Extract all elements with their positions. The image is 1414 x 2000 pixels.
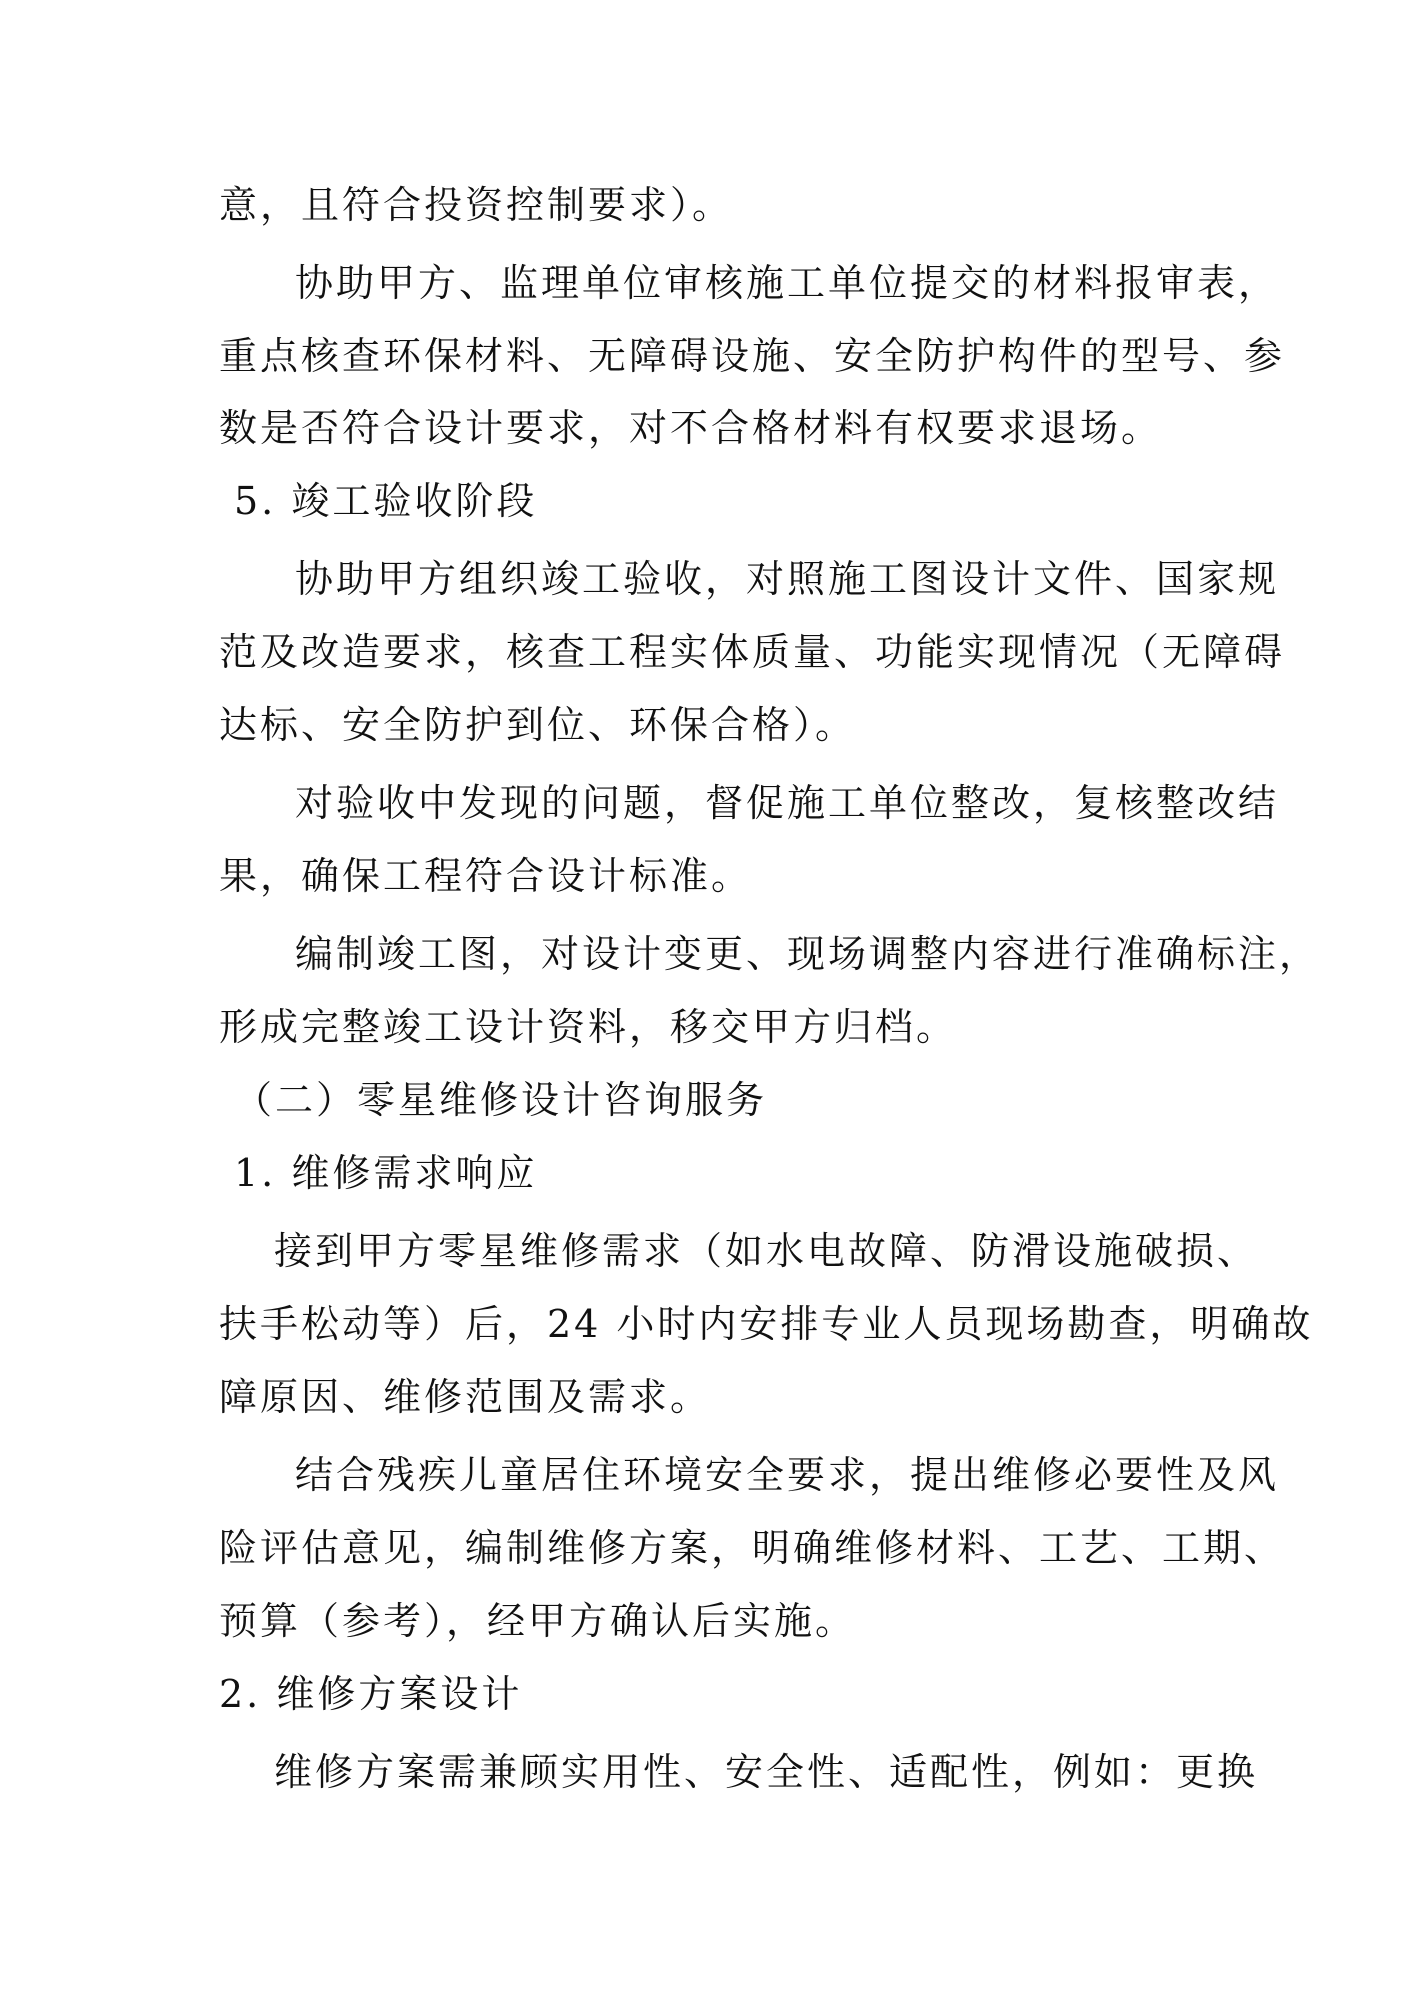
paragraph-line: 障原因、维修范围及需求。 — [219, 1375, 712, 1419]
paragraph-line: 范及改造要求，核查工程实体质量、功能实现情况（无障碍 — [219, 630, 1286, 674]
paragraph-line: 重点核查环保材料、无障碍设施、安全防护构件的型号、参 — [219, 334, 1286, 378]
paragraph-line: 险评估意见，编制维修方案，明确维修材料、工艺、工期、 — [219, 1526, 1286, 1570]
paragraph-line: 扶手松动等）后，24 小时内安排专业人员现场勘查，明确故 — [219, 1302, 1314, 1346]
section-heading: 1. 维修需求响应 — [234, 1151, 538, 1195]
paragraph-line: 形成完整竣工设计资料，移交甲方归档。 — [219, 1005, 958, 1049]
paragraph-line: 果，确保工程符合设计标准。 — [219, 854, 753, 898]
section-heading: （二）零星维修设计咨询服务 — [234, 1078, 768, 1122]
section-heading: 2. 维修方案设计 — [219, 1672, 523, 1716]
paragraph-line: 预算（参考），经甲方确认后实施。 — [219, 1599, 857, 1643]
paragraph-line: 数是否符合设计要求，对不合格材料有权要求退场。 — [219, 406, 1163, 450]
paragraph-line: 意，且符合投资控制要求）。 — [219, 183, 734, 227]
paragraph-line: 结合残疾儿童居住环境安全要求，提出维修必要性及风 — [295, 1453, 1280, 1497]
paragraph-line: 协助甲方组织竣工验收，对照施工图设计文件、国家规 — [295, 557, 1280, 601]
paragraph-line: 协助甲方、监理单位审核施工单位提交的材料报审表， — [295, 261, 1280, 305]
paragraph-line: 接到甲方零星维修需求（如水电故障、防滑设施破损、 — [274, 1229, 1259, 1273]
section-heading: 5. 竣工验收阶段 — [234, 479, 538, 523]
paragraph-line: 编制竣工图，对设计变更、现场调整内容进行准确标注， — [295, 932, 1321, 976]
paragraph-line: 达标、安全防护到位、环保合格）。 — [219, 703, 857, 747]
paragraph-line: 维修方案需兼顾实用性、安全性、适配性，例如：更换 — [274, 1750, 1259, 1794]
paragraph-line: 对验收中发现的问题，督促施工单位整改，复核整改结 — [295, 781, 1280, 825]
